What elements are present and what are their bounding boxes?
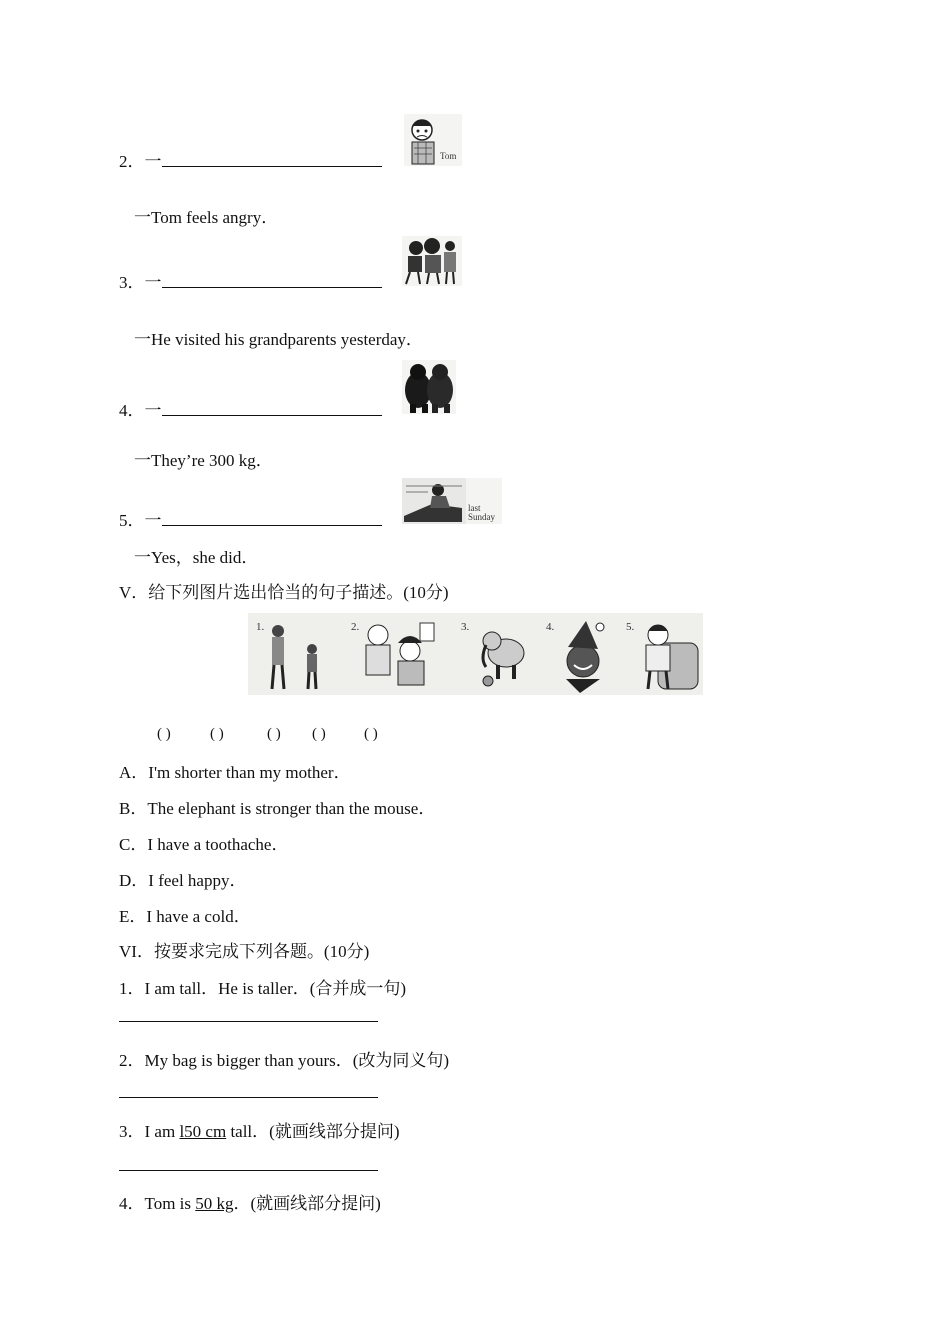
task-2-answer-line[interactable]: [119, 1097, 378, 1098]
picture-angry-tom: [404, 114, 462, 166]
task-3-prefix: 3．I am: [119, 1122, 180, 1141]
picture-visit-grandparents: [402, 236, 462, 286]
answer-blank-3[interactable]: [162, 269, 382, 288]
answer-blank-5[interactable]: [162, 507, 382, 526]
option-e: E．I have a cold．: [119, 907, 251, 926]
task-4-underlined: 50 kg: [195, 1194, 234, 1213]
answer-blank-4[interactable]: [162, 397, 382, 416]
question-3: [119, 268, 382, 293]
sunday-caption: Sunday: [468, 512, 495, 522]
picture-last-sunday: [402, 478, 502, 524]
answer-5: 一Yes，she did．: [134, 548, 259, 567]
answer-bracket-3[interactable]: ( ): [267, 726, 281, 742]
answer-2: 一Tom feels angry．: [134, 208, 279, 227]
question-5: [119, 506, 382, 531]
section-6-heading: VI．按要求完成下列各题。(10分): [119, 942, 370, 961]
question-2-number: 2．一: [119, 152, 162, 171]
last-caption: last: [468, 503, 481, 513]
section-5-heading: V．给下列图片选出恰当的句子描述。(10分): [119, 583, 449, 602]
five-scenes-icon: [248, 613, 703, 695]
question-4: [119, 396, 382, 421]
picture-bears: [402, 360, 456, 414]
answer-3: 一He visited his grandparents yesterday．: [134, 330, 423, 349]
section-5-picture-strip: [248, 613, 703, 695]
answer-4: 一They’re 300 kg．: [134, 451, 273, 470]
option-c: C．I have a toothache．: [119, 835, 289, 854]
task-4-prefix: 4．Tom is: [119, 1194, 196, 1213]
picture-number-2: 2.: [351, 621, 360, 633]
picture-number-3: 3.: [461, 621, 470, 633]
task-1: 1．I am tall．He is taller．(合并成一句): [119, 979, 407, 998]
option-d: D．I feel happy．: [119, 871, 247, 890]
option-b: B．The elephant is stronger than the mouse．: [119, 799, 436, 818]
question-4-number: 4．一: [119, 401, 162, 420]
task-4: [119, 1189, 381, 1214]
task-3-answer-line[interactable]: [119, 1170, 378, 1171]
tom-caption: Tom: [440, 151, 457, 161]
option-a: A．I'm shorter than my mother．: [119, 763, 351, 782]
answer-bracket-5[interactable]: ( ): [364, 726, 378, 742]
task-3-underlined: l50 cm: [179, 1122, 227, 1141]
answer-bracket-1[interactable]: ( ): [157, 726, 171, 742]
picture-number-1: 1.: [256, 621, 265, 633]
answer-bracket-2[interactable]: ( ): [210, 726, 224, 742]
task-3-suffix: tall．(就画线部分提问): [226, 1122, 400, 1141]
family-visit-icon: [402, 236, 462, 286]
task-1-answer-line[interactable]: [119, 1021, 378, 1022]
bears-icon: [402, 360, 456, 414]
picture-number-5: 5.: [626, 621, 635, 633]
question-3-number: 3．一: [119, 273, 162, 292]
picture-number-4: 4.: [546, 621, 555, 633]
question-2: [119, 147, 382, 172]
question-5-number: 5．一: [119, 511, 162, 530]
task-3: [119, 1117, 399, 1142]
answer-blank-2[interactable]: [162, 148, 382, 167]
task-4-suffix: ．(就画线部分提问): [233, 1194, 381, 1213]
answer-bracket-4[interactable]: ( ): [312, 726, 326, 742]
task-2: 2．My bag is bigger than yours．(改为同义句): [119, 1051, 450, 1070]
woman-cleaning-icon: [402, 478, 466, 524]
